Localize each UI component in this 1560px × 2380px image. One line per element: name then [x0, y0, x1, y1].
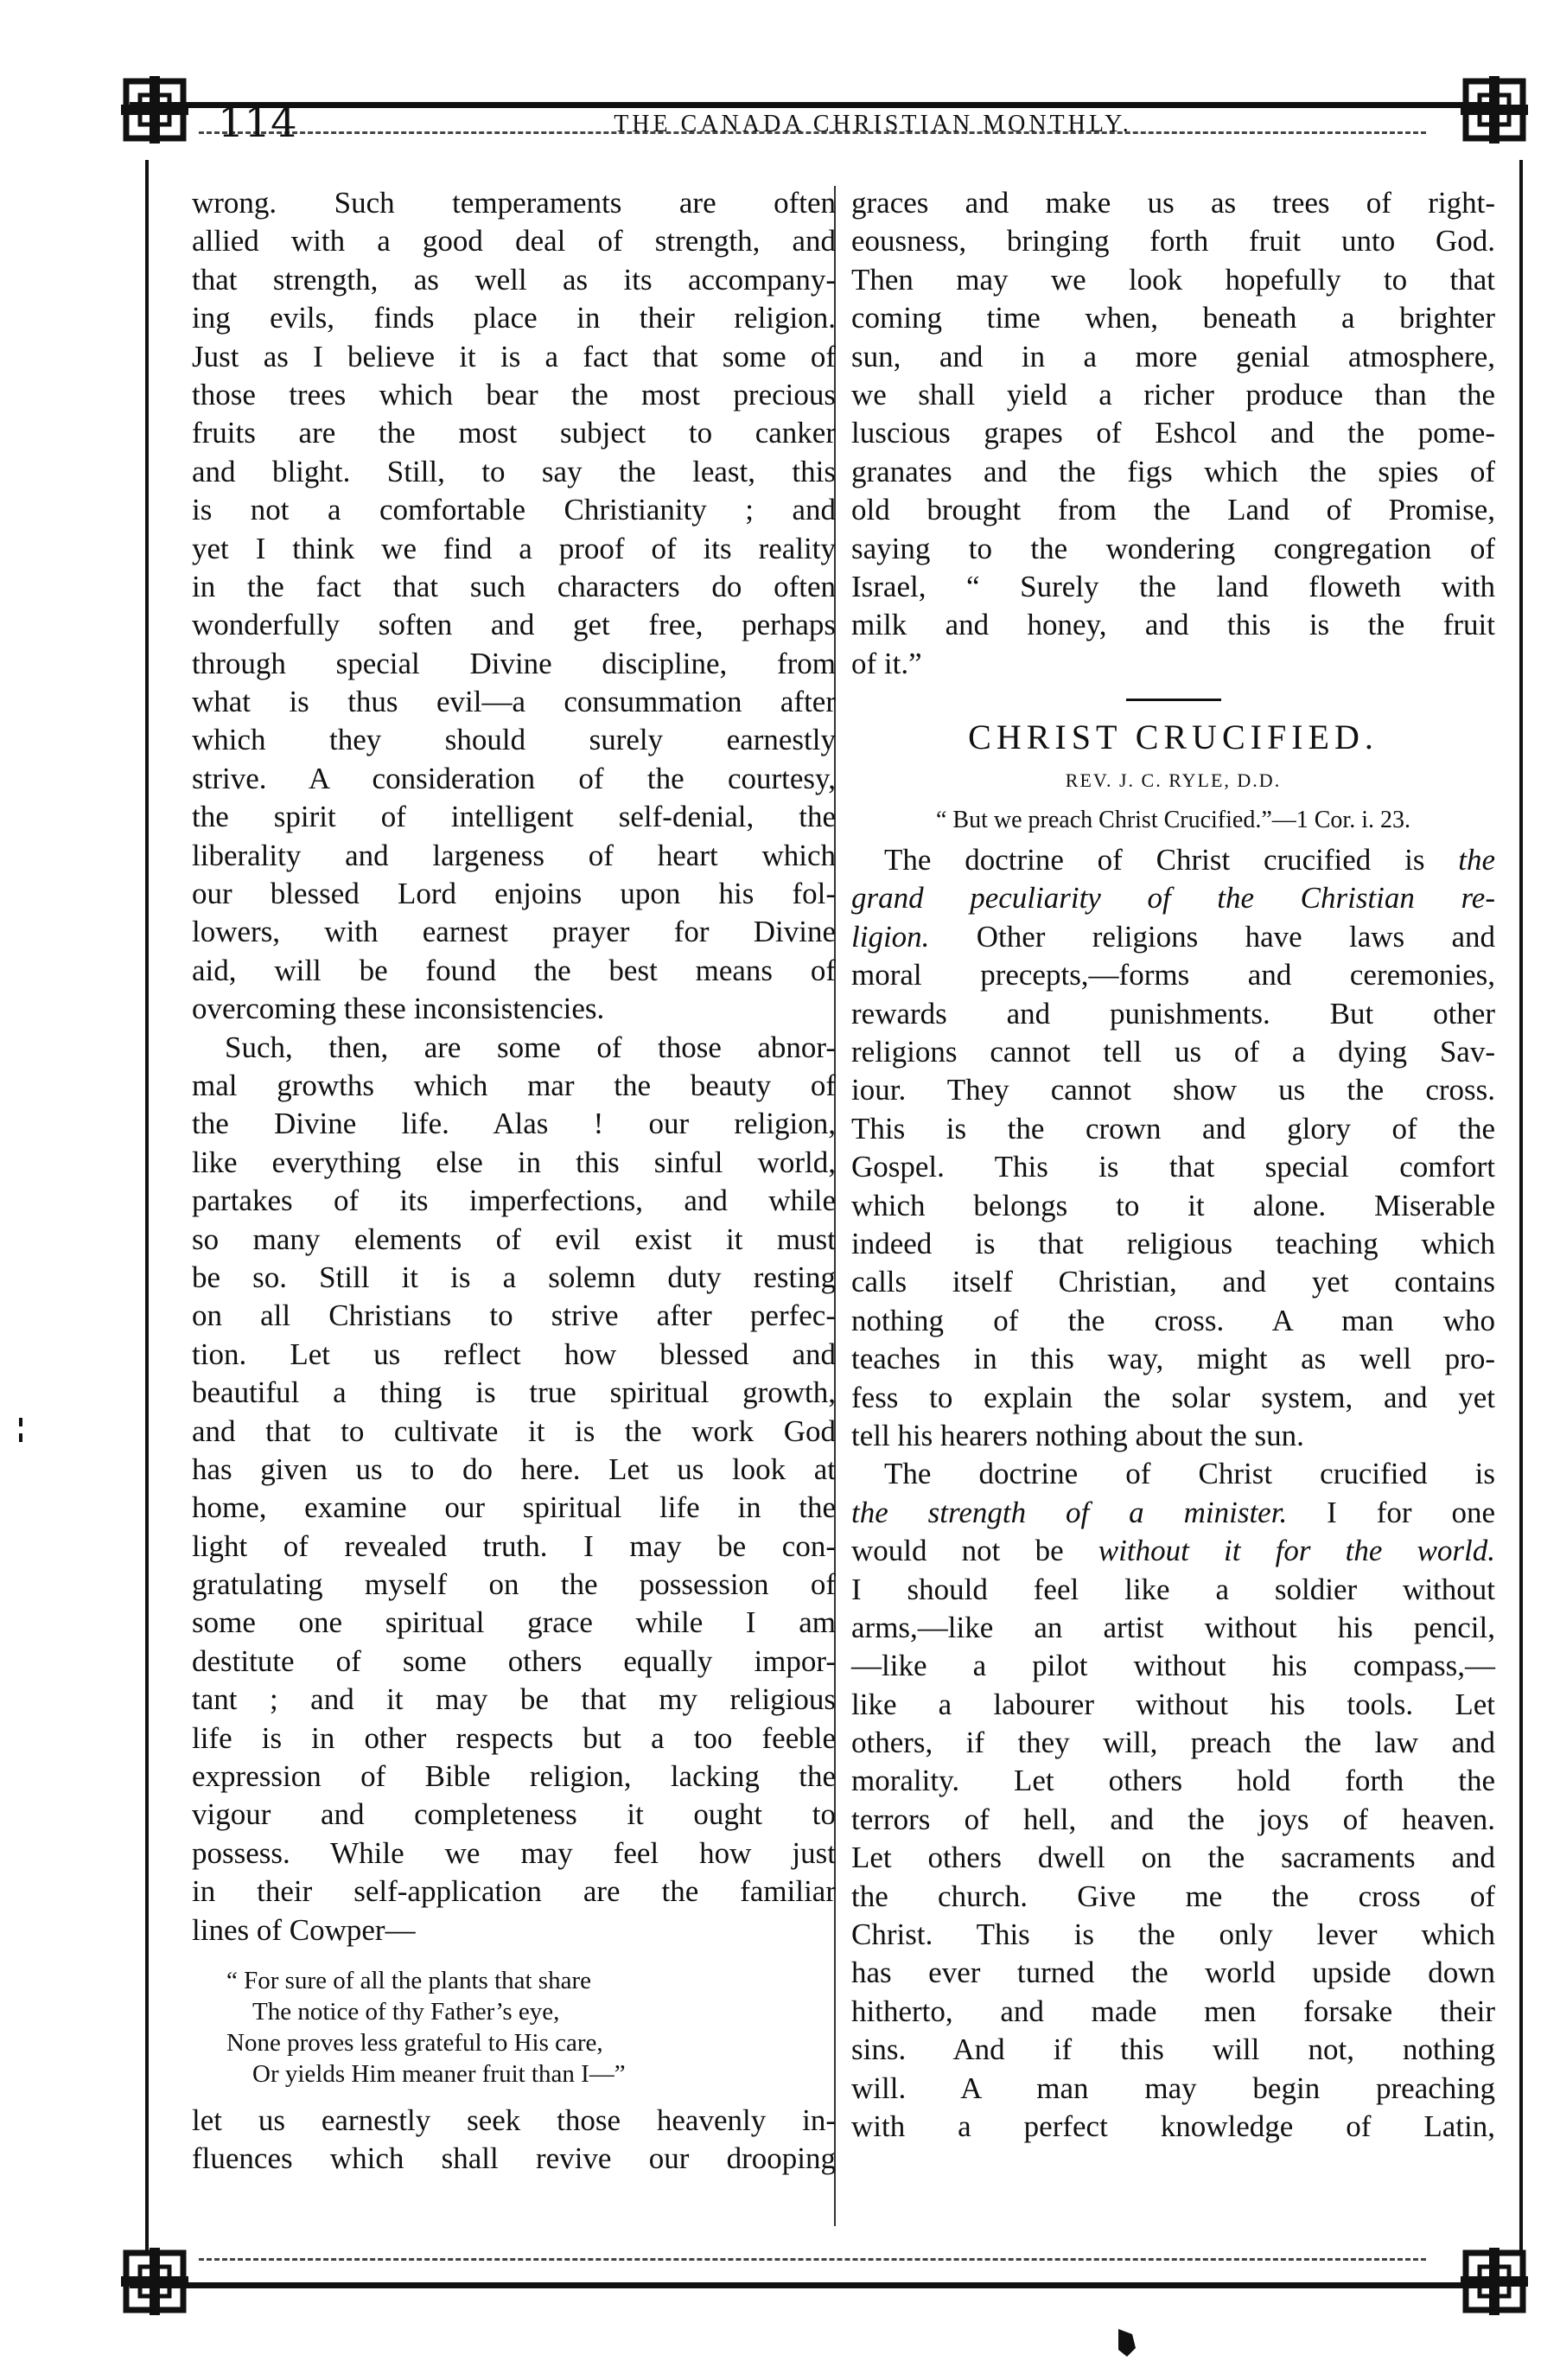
text-line — [851, 918, 1495, 956]
text-line: our blessed Lord enjoins upon his fol- — [192, 877, 836, 911]
text-line: wonderfully soften and get free, perhaps — [192, 608, 836, 642]
text-line — [851, 1071, 1495, 1109]
verse-line: “ For sure of all the plants that share — [226, 1966, 591, 1994]
text-line: partakes of its imperfections, and while — [192, 1184, 836, 1218]
paragraph — [851, 184, 1495, 683]
text-line: destitute of some others equally impor- — [192, 1643, 836, 1678]
text-line — [851, 956, 1495, 994]
text-line: let us earnestly seek those heavenly in- — [192, 2102, 836, 2137]
text-segment: religions cannot tell us of a dying Sav- — [851, 1035, 1495, 1069]
text-line: milk and honey, and this is the fruit — [851, 608, 1495, 642]
text-line — [851, 1839, 1495, 1877]
text-line: is not a comfortable Christianity ; and — [192, 493, 836, 527]
text-line — [851, 1455, 1495, 1493]
verse-line: The notice of thy Father’s eye, — [252, 1997, 560, 2026]
text-segment: Christ. This is the only lever which — [851, 1917, 1495, 1952]
italic-text: without it for the world. — [1098, 1534, 1495, 1568]
paragraph — [851, 1455, 1495, 2146]
bottom-border-rule — [130, 2282, 1500, 2288]
text-line: Israel, “ Surely the land floweth with — [851, 569, 1495, 603]
text-line — [851, 879, 1495, 917]
text-line — [851, 995, 1495, 1033]
page-number: 114 — [218, 99, 297, 147]
text-line: yet I think we find a proof of its reality — [192, 531, 836, 565]
text-line: aid, will be found the best means of — [192, 953, 836, 987]
italic-text: the — [1458, 843, 1495, 877]
paragraph — [192, 2102, 836, 2179]
text-line: that strength, as well as its accompany- — [192, 262, 836, 297]
text-line — [851, 1225, 1495, 1263]
text-segment: the church. Give me the cross of — [851, 1879, 1495, 1913]
text-segment: teaches in this way, might as well pro- — [851, 1342, 1495, 1376]
corner-ornament-icon — [121, 76, 188, 144]
text-line — [851, 2108, 1495, 2146]
text-line: strive. A consideration of the courtesy, — [192, 761, 836, 795]
text-line: through special Divine discipline, from — [192, 646, 836, 680]
text-line: wrong. Such temperaments are often — [192, 186, 836, 220]
text-segment: morality. Let others hold forth the — [851, 1764, 1495, 1798]
text-line — [851, 1878, 1495, 1916]
left-column — [192, 184, 836, 2179]
text-line: the Divine life. Alas ! our religion, — [192, 1107, 836, 1141]
text-line: we shall yield a richer produce than the — [851, 377, 1495, 412]
italic-text: grand peculiarity of the Christian re- — [851, 881, 1495, 916]
text-line: Such, then, are some of those abnor- — [225, 1030, 836, 1064]
text-line — [851, 2070, 1495, 2108]
text-line: possess. While we may feel how just — [192, 1835, 836, 1870]
text-line — [851, 1954, 1495, 1992]
text-line: light of revealed truth. I may be con- — [192, 1528, 836, 1563]
text-segment: I for one — [1287, 1495, 1495, 1529]
article-title: CHRIST CRUCIFIED. — [968, 718, 1379, 757]
text-line: so many elements of evil exist it must — [192, 1222, 836, 1256]
text-line: of it.” — [851, 646, 922, 680]
text-line: gratulating myself on the possession of — [192, 1567, 836, 1602]
text-segment: Other religions have laws and — [929, 919, 1495, 954]
text-line: expression of Bible religion, lacking the — [192, 1759, 836, 1794]
margin-mark-icon — [17, 1418, 24, 1444]
text-line: some one spiritual grace while I am — [192, 1605, 836, 1640]
text-line: in their self-application are the familiar — [192, 1874, 836, 1909]
text-segment: —like a pilot without his compass,— — [851, 1649, 1495, 1683]
text-line: tion. Let us reflect how blessed and — [192, 1337, 836, 1371]
text-line — [851, 1609, 1495, 1647]
text-segment: This is the crown and glory of the — [851, 1111, 1495, 1145]
text-line: like everything else in this sinful world, — [192, 1145, 836, 1179]
corner-ornament-icon — [1461, 2248, 1528, 2315]
text-line: overcoming these inconsistencies. — [192, 992, 605, 1026]
text-line: those trees which bear the most precious — [192, 377, 836, 412]
text-line: ing evils, finds place in their religion. — [192, 301, 836, 335]
text-segment: rewards and punishments. But other — [851, 996, 1495, 1030]
text-line: lines of Cowper— — [192, 1912, 416, 1947]
text-line — [851, 1033, 1495, 1071]
text-segment: which belongs to it alone. Miserable — [851, 1188, 1495, 1222]
paragraph — [192, 1029, 836, 1949]
verse-line: Or yields Him meaner fruit than I—” — [252, 2059, 626, 2088]
text-line: graces and make us as trees of right- — [851, 186, 1495, 220]
text-line: vigour and completeness it ought to — [192, 1797, 836, 1832]
text-segment: fess to explain the solar system, and yet — [851, 1380, 1495, 1414]
text-line — [851, 841, 1495, 879]
italic-text: the strength of a minister. — [851, 1495, 1288, 1529]
text-line — [851, 1571, 1495, 1609]
text-line: lowers, with earnest prayer for Divine — [192, 915, 836, 949]
text-line: fruits are the most subject to canker — [192, 416, 836, 450]
article-epigraph: “ But we preach Christ Crucified.”—1 Cor. i. 23. — [936, 807, 1410, 834]
verse-quotation — [192, 1965, 836, 2090]
text-line — [851, 1762, 1495, 1800]
text-segment: nothing of the cross. A man who — [851, 1303, 1495, 1337]
text-segment: would not be — [851, 1534, 1098, 1568]
text-line: fluences which shall revive our drooping — [192, 2141, 836, 2176]
text-line: the spirit of intelligent self-denial, the — [192, 800, 836, 834]
text-line — [851, 1340, 1495, 1378]
text-segment: hitherto, and made men forsake their — [851, 1994, 1495, 2028]
running-title: THE CANADA CHRISTIAN MONTHLY. — [614, 111, 1132, 137]
text-segment: has ever turned the world upside down — [851, 1956, 1495, 1990]
text-line: mal growths which mar the beauty of — [192, 1068, 836, 1102]
right-column — [851, 184, 1495, 2146]
text-segment: moral precepts,—forms and ceremonies, — [851, 958, 1495, 992]
text-line: life is in other respects but a too feeble — [192, 1720, 836, 1755]
text-line — [851, 2031, 1495, 2069]
text-segment: The doctrine of Christ crucified is — [884, 1457, 1495, 1491]
ink-blot-icon — [1115, 2326, 1137, 2358]
text-line — [851, 1724, 1495, 1762]
footer-dashed-rule — [199, 2258, 1426, 2261]
text-line: granates and the figs which the spies of — [851, 454, 1495, 488]
text-line: tant ; and it may be that my religious — [192, 1682, 836, 1717]
text-line — [851, 1532, 1495, 1570]
text-line: eousness, bringing forth fruit unto God. — [851, 224, 1495, 258]
text-segment: I should feel like a soldier without — [851, 1572, 1495, 1606]
text-line: Then may we look hopefully to that — [851, 262, 1495, 297]
text-line: luscious grapes of Eshcol and the pome- — [851, 416, 1495, 450]
text-line — [851, 1417, 1495, 1455]
text-line — [851, 1916, 1495, 1954]
corner-ornament-icon — [1461, 76, 1528, 144]
text-segment: iour. They cannot show us the cross. — [851, 1073, 1495, 1107]
text-line: Just as I believe it is a fact that some of — [192, 339, 836, 373]
text-segment: with a perfect knowledge of Latin, — [851, 2109, 1495, 2143]
text-line — [851, 1263, 1495, 1301]
verse-line: None proves less grateful to His care, — [226, 2028, 603, 2057]
text-line: sun, and in a more genial atmosphere, — [851, 339, 1495, 373]
text-segment: terrors of hell, and the joys of heaven. — [851, 1802, 1495, 1836]
text-line: what is thus evil—a consummation after — [192, 685, 836, 719]
text-line: old brought from the Land of Promise, — [851, 493, 1495, 527]
text-segment: tell his hearers nothing about the sun. — [851, 1418, 1304, 1452]
paragraph — [192, 184, 836, 1029]
text-line: beautiful a thing is true spiritual growth, — [192, 1375, 836, 1410]
text-line: be so. Still it is a solemn duty resting — [192, 1260, 836, 1294]
text-segment: indeed is that religious teaching which — [851, 1226, 1495, 1260]
text-segment: others, if they will, preach the law and — [851, 1726, 1495, 1760]
text-segment: sins. And if this will not, nothing — [851, 2032, 1495, 2067]
text-line — [851, 1148, 1495, 1186]
text-line: allied with a good deal of strength, and — [192, 224, 836, 258]
text-line: in the fact that such characters do often — [192, 569, 836, 603]
text-line — [851, 1801, 1495, 1839]
text-line: home, examine our spiritual life in the — [192, 1490, 836, 1525]
text-line — [851, 1110, 1495, 1148]
article-byline: REV. J. C. RYLE, D.D. — [1065, 769, 1282, 792]
text-line: coming time when, beneath a brighter — [851, 301, 1495, 335]
corner-ornament-icon — [121, 2248, 188, 2315]
text-line — [851, 1494, 1495, 1532]
text-line: which they should surely earnestly — [192, 723, 836, 757]
text-line: has given us to do here. Let us look at — [192, 1452, 836, 1486]
italic-text: ligion. — [851, 919, 930, 954]
section-separator — [1126, 699, 1221, 701]
paragraph — [851, 841, 1495, 1455]
text-segment: calls itself Christian, and yet contains — [851, 1265, 1495, 1299]
text-line: liberality and largeness of heart which — [192, 838, 836, 872]
text-segment: Let others dwell on the sacraments and — [851, 1841, 1495, 1875]
text-line — [851, 1647, 1495, 1685]
right-border-rule — [1519, 160, 1523, 2252]
text-segment: The doctrine of Christ crucified is — [884, 843, 1459, 877]
text-segment: will. A man may begin preaching — [851, 2071, 1495, 2105]
left-border-rule — [145, 160, 149, 2252]
text-line: and blight. Still, to say the least, this — [192, 454, 836, 488]
text-line: on all Christians to strive after perfec- — [192, 1298, 836, 1333]
text-line — [851, 1686, 1495, 1724]
text-line: saying to the wondering congregation of — [851, 531, 1495, 565]
text-line — [851, 1187, 1495, 1225]
text-line — [851, 1302, 1495, 1340]
text-segment: like a labourer without his tools. Let — [851, 1687, 1495, 1721]
text-line — [851, 1379, 1495, 1417]
text-line: and that to cultivate it is the work God — [192, 1413, 836, 1448]
text-segment: arms,—like an artist without his pencil, — [851, 1610, 1495, 1644]
text-line — [851, 1993, 1495, 2031]
text-segment: Gospel. This is that special comfort — [851, 1150, 1495, 1184]
